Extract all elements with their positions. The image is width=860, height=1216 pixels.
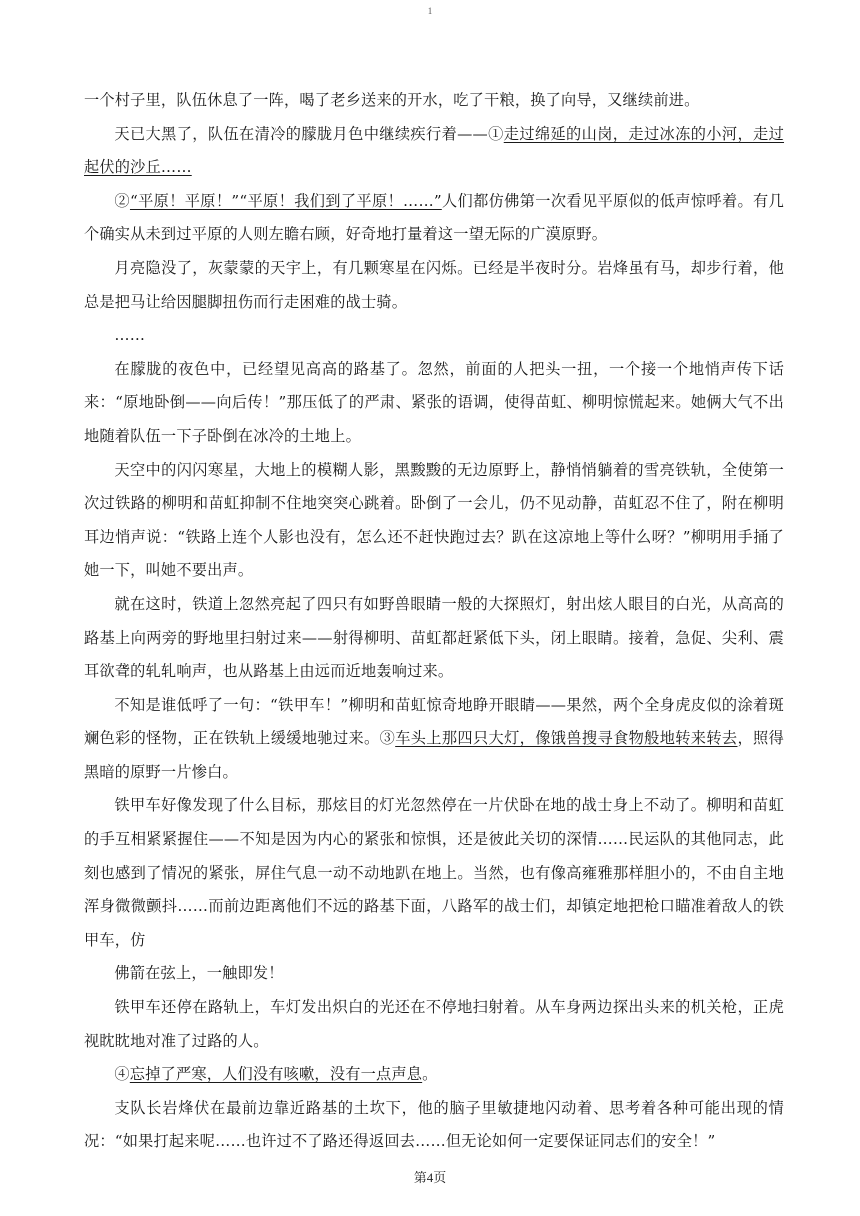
text-segment: ，照得黑暗的原野一片惨白。 [84, 729, 785, 781]
paragraph [84, 319, 784, 353]
text-segment: 人们都仿佛第一次看见平原似的低声惊呼着。有几个确实从未到过平原的人则左瞻右顾，好奇地打量着这一望无际的广漠原野。 [84, 191, 784, 244]
paragraph [84, 689, 784, 790]
page-number: 第4页 [413, 1170, 447, 1185]
underlined-sentence: 车头上那四只大灯，像饿兽搜寻食物般地转来转去 [395, 729, 738, 748]
paragraph [84, 957, 784, 991]
paragraph [84, 588, 784, 689]
page-top-mark: 1 [427, 6, 433, 16]
text-segment: …… [114, 326, 146, 345]
text-segment: ④ [114, 1065, 130, 1084]
article-body [84, 84, 784, 1159]
paragraph [84, 353, 784, 454]
paragraph [84, 84, 784, 118]
paragraph [84, 1092, 784, 1159]
text-segment: 铁甲车好像发现了什么目标，那炫目的灯光忽然停在一片伏卧在地的战士身上不动了。柳明和苗虹的手互相紧紧握住——不知是因为内心的紧张和惊惧，还是彼此关切的深情……民运队的其他同志，此刻也感到了情况的紧张，屏住气息一动不动地趴在地上。当然，也有像高雍雅那样胆小的，不由自主地浑身微微颤抖……而前边距离他们不远的路基下面，八路军的战士们，却镇定地把枪口瞄准着敌人的铁甲车，仿 [84, 796, 784, 949]
paragraph [84, 789, 784, 957]
text-segment: 天已大黑了，队伍在清冷的朦胧月色中继续疾行着——① [114, 124, 504, 143]
text-segment: ② [114, 191, 130, 210]
paragraph [84, 185, 784, 252]
paragraph [84, 454, 784, 588]
text-segment: 不知是谁低呼了一句：“铁甲车！”柳明和苗虹惊奇地睁开眼睛——果然，两个全身虎皮似的涂着斑斓色彩的怪物，正在铁轨上缓缓地驰过来。③ [84, 695, 784, 748]
paragraph [84, 1058, 784, 1092]
text-segment: 。 [422, 1065, 438, 1084]
paragraph [84, 118, 784, 185]
text-segment: 在朦胧的夜色中，已经望见高高的路基了。忽然，前面的人把头一扭，一个接一个地悄声传下话来：“原地卧倒——向后传！”那压低了的严肃、紧张的语调，使得苗虹、柳明惊慌起来。她俩大气不出地随着队伍一下子卧倒在冰冷的土地上。 [84, 359, 784, 445]
underlined-sentence: 忘掉了严寒，人们没有咳嗽，没有一点声息 [129, 1065, 423, 1084]
text-segment: 一个村子里，队伍休息了一阵，喝了老乡送来的开水，吃了干粮，换了向导，又继续前进。 [84, 91, 700, 109]
paragraph [84, 991, 784, 1058]
text-segment: 佛箭在弦上，一触即发！ [114, 964, 284, 983]
paragraph [84, 252, 784, 319]
text-segment: 就在这时，铁道上忽然亮起了四只有如野兽眼睛一般的大探照灯，射出炫人眼目的白光，从高高的路基上向两旁的野地里扫射过来——射得柳明、苗虹都赶紧低下头，闭上眼睛。接着，急促、尖利、震耳欲聋的轧轧响声，也从路基上由远而近地轰响过来。 [84, 594, 784, 681]
text-segment: 支队长岩烽伏在最前边靠近路基的土坎下，他的脑子里敏捷地闪动着、思考着各种可能出现的情况：“如果打起来呢……也许过不了路还得返回去……但无论如何一定要保证同志们的安全！” [84, 1098, 784, 1151]
text-segment: 铁甲车还停在路轨上，车灯发出炽白的光还在不停地扫射着。从车身两边探出头来的机关枪，正虎视眈眈地对准了过路的人。 [84, 998, 784, 1050]
text-segment: 天空中的闪闪寒星，大地上的模糊人影，黑黢黢的无边原野上，静悄悄躺着的雪亮铁轨，全使第一次过铁路的柳明和苗虹抑制不住地突突心跳着。卧倒了一会儿，仍不见动静，苗虹忍不住了，附在柳明耳边悄声说：“铁路上连个人影也没有，怎么还不赶快跑过去？趴在这凉地上等什么呀？”柳明用手捅了她一下，叫她不要出声。 [84, 460, 784, 580]
text-segment: 月亮隐没了，灰蒙蒙的天宇上，有几颗寒星在闪烁。已经是半夜时分。岩烽虽有马，却步行着，他总是把马让给因腿脚扭伤而行走困难的战士骑。 [84, 258, 784, 311]
underlined-sentence: 走过绵延的山岗，走过冰冻的小河，走过起伏的沙丘…… [84, 124, 785, 177]
underlined-sentence: “平原！平原！”“平原！我们到了平原！……” [129, 191, 442, 210]
